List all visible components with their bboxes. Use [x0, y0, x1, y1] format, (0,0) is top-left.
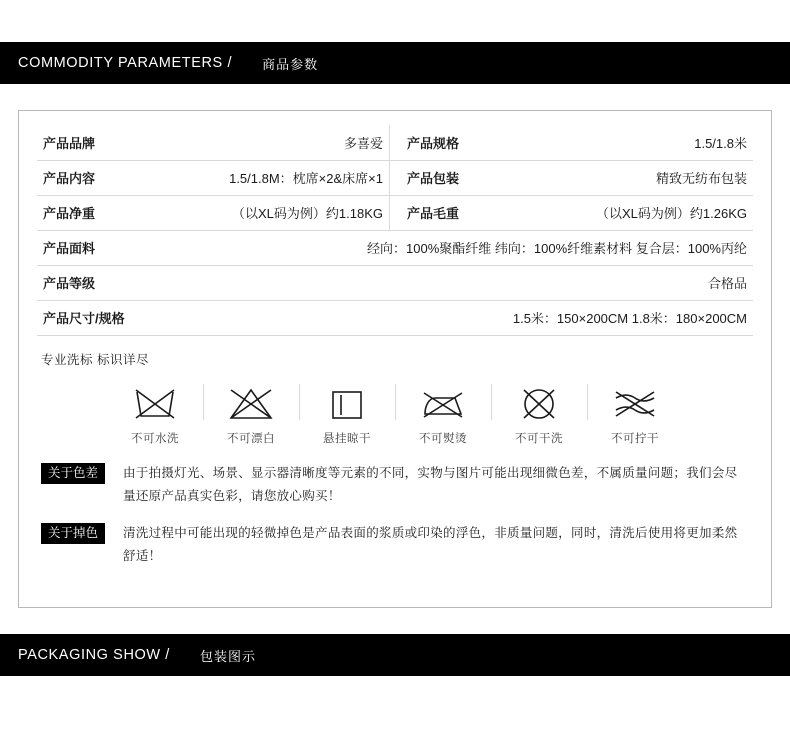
- table-row: [37, 300, 753, 335]
- no-wash-icon: [107, 382, 203, 426]
- no-wring-icon: [587, 382, 683, 426]
- table-row: [37, 195, 753, 230]
- no-iron-icon: [395, 382, 491, 426]
- spec-label: 产品尺寸/规格: [37, 300, 129, 335]
- spec-value: 精致无纺布包装: [493, 160, 753, 195]
- note-tag: 关于掉色: [41, 523, 105, 545]
- wash-care-item: [491, 382, 587, 446]
- table-row: [37, 265, 753, 300]
- wash-care-caption: 不可熨烫: [419, 432, 467, 445]
- spec-label: 产品规格: [401, 125, 493, 160]
- spec-label: 产品毛重: [401, 195, 493, 230]
- wash-care-caption: 不可拧干: [611, 432, 659, 445]
- wash-care-caption: 悬挂晾干: [323, 432, 371, 445]
- wash-care-item: [299, 382, 395, 446]
- column-divider: [389, 195, 401, 230]
- wash-care-icon-row: [19, 382, 771, 446]
- header-english-title: COMMODITY PARAMETERS /: [18, 55, 233, 71]
- hang-dry-icon: [299, 382, 395, 426]
- spec-value: 合格品: [129, 265, 753, 300]
- wash-care-item: [587, 382, 683, 446]
- color-difference-note: [41, 462, 771, 508]
- spec-label: 产品品牌: [37, 125, 129, 160]
- column-divider: [389, 160, 401, 195]
- spec-value: 多喜爱: [129, 125, 389, 160]
- packaging-show-header: [0, 634, 790, 676]
- specification-table: [37, 125, 753, 336]
- wash-care-caption: 不可水洗: [131, 432, 179, 445]
- note-tag: 关于色差: [41, 463, 105, 485]
- wash-care-item: [203, 382, 299, 446]
- note-text: 清洗过程中可能出现的轻微掉色是产品表面的浆质或印染的浮色，非质量问题，同时，清洗后使用将更加柔然舒适！: [123, 525, 738, 563]
- wash-care-item: [395, 382, 491, 446]
- parameters-panel: [18, 110, 772, 608]
- note-text: 由于拍摄灯光、场景、显示器清晰度等元素的不同，实物与图片可能出现细微色差，不属质量问题；我们会尽量还原产品真实色彩，请您放心购买！: [123, 465, 738, 503]
- spec-label: 产品内容: [37, 160, 129, 195]
- wash-care-title: 专业洗标 标识详尽: [41, 352, 149, 367]
- spec-label: 产品包装: [401, 160, 493, 195]
- table-row: [37, 160, 753, 195]
- footer-english-title: PACKAGING SHOW /: [18, 647, 170, 663]
- spec-value: 1.5米：150×200CM 1.8米：180×200CM: [129, 300, 753, 335]
- table-row: [37, 230, 753, 265]
- spec-value: （以XL码为例）约1.18KG: [129, 195, 389, 230]
- spec-label: 产品面料: [37, 230, 129, 265]
- commodity-parameters-header: [0, 42, 790, 84]
- wash-care-item: [107, 382, 203, 446]
- table-row: [37, 125, 753, 160]
- spec-value: 1.5/1.8M：枕席×2&床席×1: [129, 160, 389, 195]
- spec-label: 产品净重: [37, 195, 129, 230]
- no-bleach-icon: [203, 382, 299, 426]
- color-fading-note: [41, 522, 771, 568]
- wash-care-caption: 不可漂白: [227, 432, 275, 445]
- spec-value: 1.5/1.8米: [493, 125, 753, 160]
- wash-care-caption: 不可干洗: [515, 432, 563, 445]
- column-divider: [389, 125, 401, 160]
- footer-chinese-title: 包装图示: [199, 648, 256, 664]
- spec-value: 经向：100%聚酯纤维 纬向：100%纤维素材料 复合层：100%丙纶: [129, 230, 753, 265]
- spec-label: 产品等级: [37, 265, 129, 300]
- no-dryclean-icon: [491, 382, 587, 426]
- header-chinese-title: 商品参数: [262, 56, 319, 72]
- spec-value: （以XL码为例）约1.26KG: [493, 195, 753, 230]
